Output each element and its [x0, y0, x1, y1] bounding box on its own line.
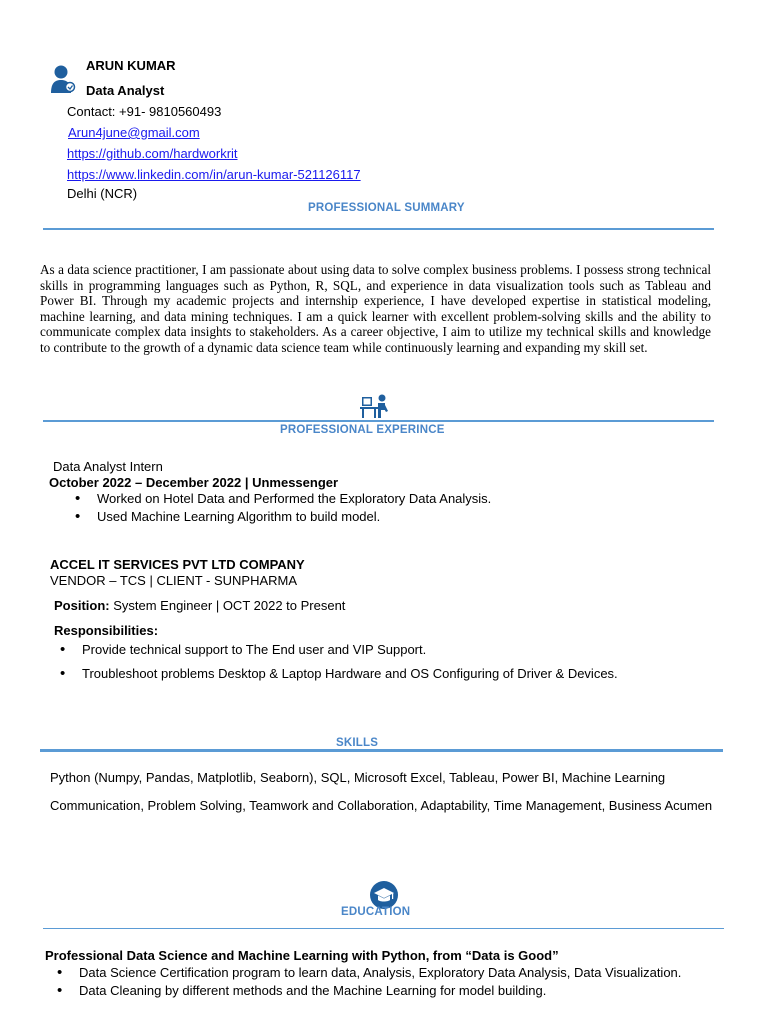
list-item: • Data Science Certification program to learn data, Analysis, Exploratory Data Analysis, Data Visualization.	[79, 965, 681, 983]
candidate-name: ARUN KUMAR	[86, 58, 176, 73]
responsibilities-label: Responsibilities:	[54, 623, 159, 638]
skills-line-1: Python (Numpy, Pandas, Matplotlib, Seaborn), SQL, Microsoft Excel, Tableau, Power BI, Machine Learning	[50, 770, 666, 785]
job2-bullets	[82, 642, 618, 690]
desk-worker-icon	[360, 393, 390, 419]
list-item: • Troubleshoot problems Desktop & Laptop Hardware and OS Configuring of Driver & Devices.	[82, 666, 618, 690]
education-course: Professional Data Science and Machine Learning with Python, from “Data is Good”	[45, 948, 559, 963]
list-item: • Used Machine Learning Algorithm to build model.	[97, 509, 491, 527]
location: Delhi (NCR)	[67, 186, 138, 201]
list-item: • Provide technical support to The End user and VIP Support.	[82, 642, 618, 666]
email-link[interactable]: Arun4june@gmail.com	[68, 125, 200, 140]
github-link[interactable]: https://github.com/hardworkrit	[67, 146, 238, 161]
education-divider	[43, 928, 724, 929]
summary-divider	[43, 228, 714, 230]
skills-divider	[40, 749, 723, 752]
position-value: System Engineer | OCT 2022 to Present	[109, 598, 346, 613]
job2-company: ACCEL IT SERVICES PVT LTD COMPANY	[50, 557, 305, 572]
job2-vendor: VENDOR – TCS | CLIENT - SUNPHARMA	[50, 573, 298, 588]
summary-heading: PROFESSIONAL SUMMARY	[308, 202, 465, 214]
job1-period: October 2022 – December 2022 | Unmessenger	[49, 475, 339, 490]
job1-title: Data Analyst Intern	[53, 459, 163, 474]
education-heading: EDUCATION	[341, 906, 411, 918]
skills-line-2: Communication, Problem Solving, Teamwork and Collaboration, Adaptability, Time Management, Business Acumen	[50, 798, 713, 813]
position-label: Position:	[54, 598, 110, 613]
contact-phone: Contact: +91- 9810560493	[67, 104, 222, 119]
job1-bullets	[97, 491, 491, 527]
experience-divider	[43, 420, 714, 422]
skills-heading: SKILLS	[336, 737, 379, 749]
list-item: • Worked on Hotel Data and Performed the Exploratory Data Analysis.	[97, 491, 491, 509]
experience-heading: PROFESSIONAL EXPERINCE	[280, 424, 445, 436]
linkedin-link[interactable]: https://www.linkedin.com/in/arun-kumar-521126117	[67, 167, 361, 182]
person-icon	[50, 64, 76, 94]
job2-position	[54, 598, 345, 613]
summary-text: As a data science practitioner, I am passionate about using data to solve complex business problems. I possess strong technical skills in programming languages such as Python, R, SQL, and experience in data visualization tools such as Tableau and Power BI. Through my academic projects and internship experience, I have developed expertise in statistical modeling, machine learning, and data mining techniques. I am a quick learner with excellent problem-solving skills and the ability to communicate complex data insights to stakeholders. As a career objective, I aim to utilize my technical skills and knowledge to contribute to the growth of a dynamic data science team while continuously learning and expanding my skill set.	[40, 262, 711, 355]
candidate-role: Data Analyst	[86, 83, 165, 98]
list-item: • Data Cleaning by different methods and the Machine Learning for model building.	[79, 983, 681, 1001]
education-bullets	[79, 965, 681, 1001]
